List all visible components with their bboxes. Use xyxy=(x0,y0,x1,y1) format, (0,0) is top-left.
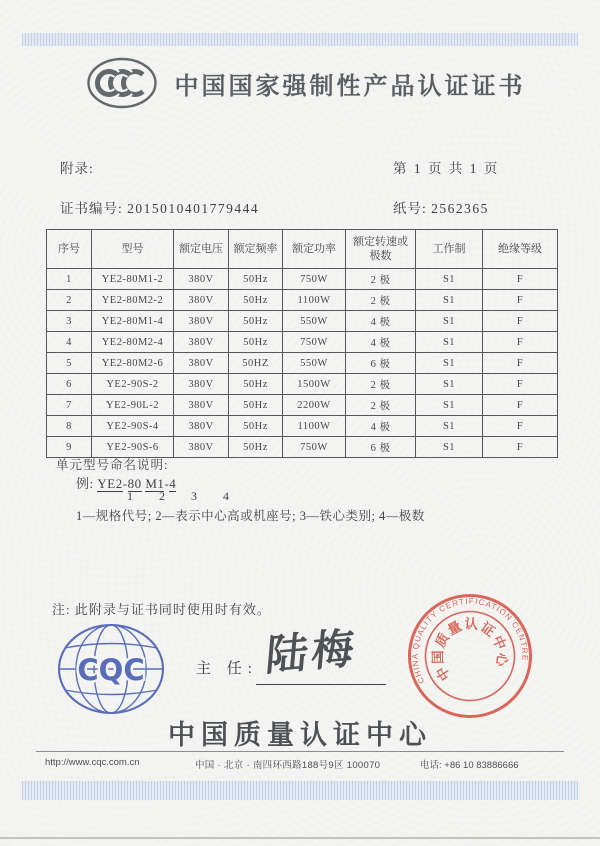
paper-number-row xyxy=(393,197,489,217)
table-cell: 2200W xyxy=(283,395,346,416)
organization-name: 中国质量认证中心 xyxy=(168,720,432,750)
table-cell: YE2-80M2-6 xyxy=(92,353,174,374)
seal-english-text: CHINA QUALITY CERTIFICATION CENTRE xyxy=(410,596,530,686)
cqc-red-seal xyxy=(404,590,536,722)
table-cell: S1 xyxy=(416,332,483,353)
security-band-top xyxy=(22,33,578,46)
naming-sep-1: - xyxy=(122,476,128,491)
table-cell: 4 xyxy=(47,332,92,353)
table-cell: 2 极 xyxy=(346,269,416,290)
table-cell: S1 xyxy=(416,374,483,395)
table-header-cell: 额定转速或极数 xyxy=(346,230,416,269)
naming-digit-3: 3 xyxy=(191,489,197,503)
certificate-number-row xyxy=(60,197,259,217)
table-row xyxy=(47,416,558,437)
page-info: 第 1 页 共 1 页 xyxy=(393,161,500,176)
table-cell: YE2-90S-4 xyxy=(92,416,174,437)
table-header-cell: 序号 xyxy=(47,230,92,269)
table-cell: 380V xyxy=(174,437,229,458)
spec-table xyxy=(46,229,558,458)
naming-digit-1: 1 xyxy=(127,489,133,503)
table-cell: YE2-80M2-4 xyxy=(92,332,174,353)
table-cell: F xyxy=(483,374,558,395)
table-header-cell: 额定电压 xyxy=(174,230,229,269)
table-cell: F xyxy=(483,311,558,332)
signature-line xyxy=(256,684,386,685)
table-cell: S1 xyxy=(416,269,483,290)
table-cell: 380V xyxy=(174,416,229,437)
table-cell: 4 极 xyxy=(346,416,416,437)
table-cell: 750W xyxy=(283,332,346,353)
naming-example-label: 例: xyxy=(76,476,94,491)
table-cell: 750W xyxy=(283,437,346,458)
seal-chinese-text: 中国质量认证中心 xyxy=(430,616,511,684)
table-cell: 50Hz xyxy=(229,332,283,353)
table-cell: S1 xyxy=(416,353,483,374)
table-row xyxy=(47,290,558,311)
table-cell: 2 极 xyxy=(346,374,416,395)
table-cell: 8 xyxy=(47,416,92,437)
table-cell: F xyxy=(483,332,558,353)
cqc-logo-text: CQC xyxy=(77,653,145,687)
naming-seg-1: YE2 xyxy=(97,476,123,491)
table-cell: YE2-80M2-2 xyxy=(92,290,174,311)
table-row xyxy=(47,395,558,416)
paper-number-value: 2562365 xyxy=(431,201,489,216)
table-cell: 550W xyxy=(283,353,346,374)
naming-seg-3: M1 xyxy=(145,476,165,491)
certificate-number-value: 2015010401779444 xyxy=(127,201,260,216)
cqc-globe-logo xyxy=(56,621,166,717)
table-cell: 750W xyxy=(283,269,346,290)
table-cell: 2 极 xyxy=(346,290,416,311)
table-header-cell: 工作制 xyxy=(416,230,483,269)
security-band-bottom xyxy=(22,781,578,800)
table-cell: YE2-80M1-4 xyxy=(92,311,174,332)
certificate-number-label: 证书编号: xyxy=(60,201,123,216)
director-signature: 陆梅 xyxy=(263,625,360,681)
table-header-cell: 额定频率 xyxy=(229,230,283,269)
table-cell: 50HZ xyxy=(229,353,283,374)
table-cell: 6 极 xyxy=(346,353,416,374)
table-header-cell: 额定功率 xyxy=(283,230,346,269)
naming-digit-row xyxy=(114,489,242,504)
table-cell: F xyxy=(483,437,558,458)
footer-website: http://www.cqc.com.cn xyxy=(45,757,140,768)
ccc-logo-icon xyxy=(86,57,158,109)
table-cell: 4 极 xyxy=(346,311,416,332)
spec-table-header-row xyxy=(47,230,558,269)
table-cell: 380V xyxy=(174,374,229,395)
table-header-cell: 绝缘等级 xyxy=(483,230,558,269)
spec-table-body xyxy=(47,269,558,458)
table-row xyxy=(47,353,558,374)
table-cell: 50Hz xyxy=(229,290,283,311)
table-cell: 3 xyxy=(47,311,92,332)
naming-sep-3: - xyxy=(164,476,170,491)
table-cell: 9 xyxy=(47,437,92,458)
naming-seg-2: 80 xyxy=(127,476,142,491)
table-cell: F xyxy=(483,395,558,416)
footer-phone: 电话: +86 10 83886666 xyxy=(420,760,519,771)
table-cell: S1 xyxy=(416,290,483,311)
table-cell: YE2-90L-2 xyxy=(92,395,174,416)
table-cell: S1 xyxy=(416,416,483,437)
table-cell: F xyxy=(483,416,558,437)
table-header-cell: 型号 xyxy=(92,230,174,269)
table-cell: 380V xyxy=(174,395,229,416)
naming-seg-4: 4 xyxy=(169,476,177,491)
table-cell: 380V xyxy=(174,269,229,290)
table-cell: 6 极 xyxy=(346,437,416,458)
table-row xyxy=(47,269,558,290)
table-cell: 1100W xyxy=(283,290,346,311)
table-cell: 5 xyxy=(47,353,92,374)
table-cell: 50Hz xyxy=(229,311,283,332)
table-cell: 50Hz xyxy=(229,416,283,437)
table-cell: S1 xyxy=(416,395,483,416)
page-bottom-edge xyxy=(0,837,600,839)
table-cell: YE2-80M1-2 xyxy=(92,269,174,290)
footer-address: 中国 · 北京 · 南四环西路188号9区 100070 xyxy=(195,760,381,771)
table-cell: F xyxy=(483,269,558,290)
naming-digit-4: 4 xyxy=(223,489,229,503)
table-row xyxy=(47,332,558,353)
table-cell: 50Hz xyxy=(229,395,283,416)
table-cell: 2 xyxy=(47,290,92,311)
certificate-title: 中国国家强制性产品认证证书 xyxy=(174,73,526,100)
footer-divider xyxy=(36,751,564,752)
naming-legend: 1—规格代号; 2—表示中心高或机座号; 3—铁心类别; 4—极数 xyxy=(76,509,425,523)
table-cell: YE2-90S-6 xyxy=(92,437,174,458)
table-cell: 1100W xyxy=(283,416,346,437)
table-cell: 380V xyxy=(174,332,229,353)
table-cell: 550W xyxy=(283,311,346,332)
table-cell: S1 xyxy=(416,437,483,458)
table-cell: 1 xyxy=(47,269,92,290)
table-cell: 7 xyxy=(47,395,92,416)
validity-note: 注: 此附录与证书同时使用时有效。 xyxy=(52,602,271,617)
table-cell: 6 xyxy=(47,374,92,395)
appendix-label: 附录: xyxy=(60,161,94,176)
table-row xyxy=(47,311,558,332)
director-label: 主 任: xyxy=(196,661,258,677)
paper-number-label: 纸号: xyxy=(393,201,427,216)
table-cell: 380V xyxy=(174,353,229,374)
table-cell: 380V xyxy=(174,290,229,311)
table-row xyxy=(47,374,558,395)
table-cell: 380V xyxy=(174,311,229,332)
table-cell: F xyxy=(483,353,558,374)
table-cell: 50Hz xyxy=(229,269,283,290)
table-cell: 50Hz xyxy=(229,374,283,395)
table-cell: 1500W xyxy=(283,374,346,395)
table-cell: S1 xyxy=(416,311,483,332)
table-cell: F xyxy=(483,290,558,311)
table-cell: 50Hz xyxy=(229,437,283,458)
naming-heading: 单元型号命名说明: xyxy=(56,458,169,472)
table-cell: 2 极 xyxy=(346,395,416,416)
naming-digit-2: 2 xyxy=(159,489,165,503)
table-cell: 4 极 xyxy=(346,332,416,353)
table-cell: YE2-90S-2 xyxy=(92,374,174,395)
